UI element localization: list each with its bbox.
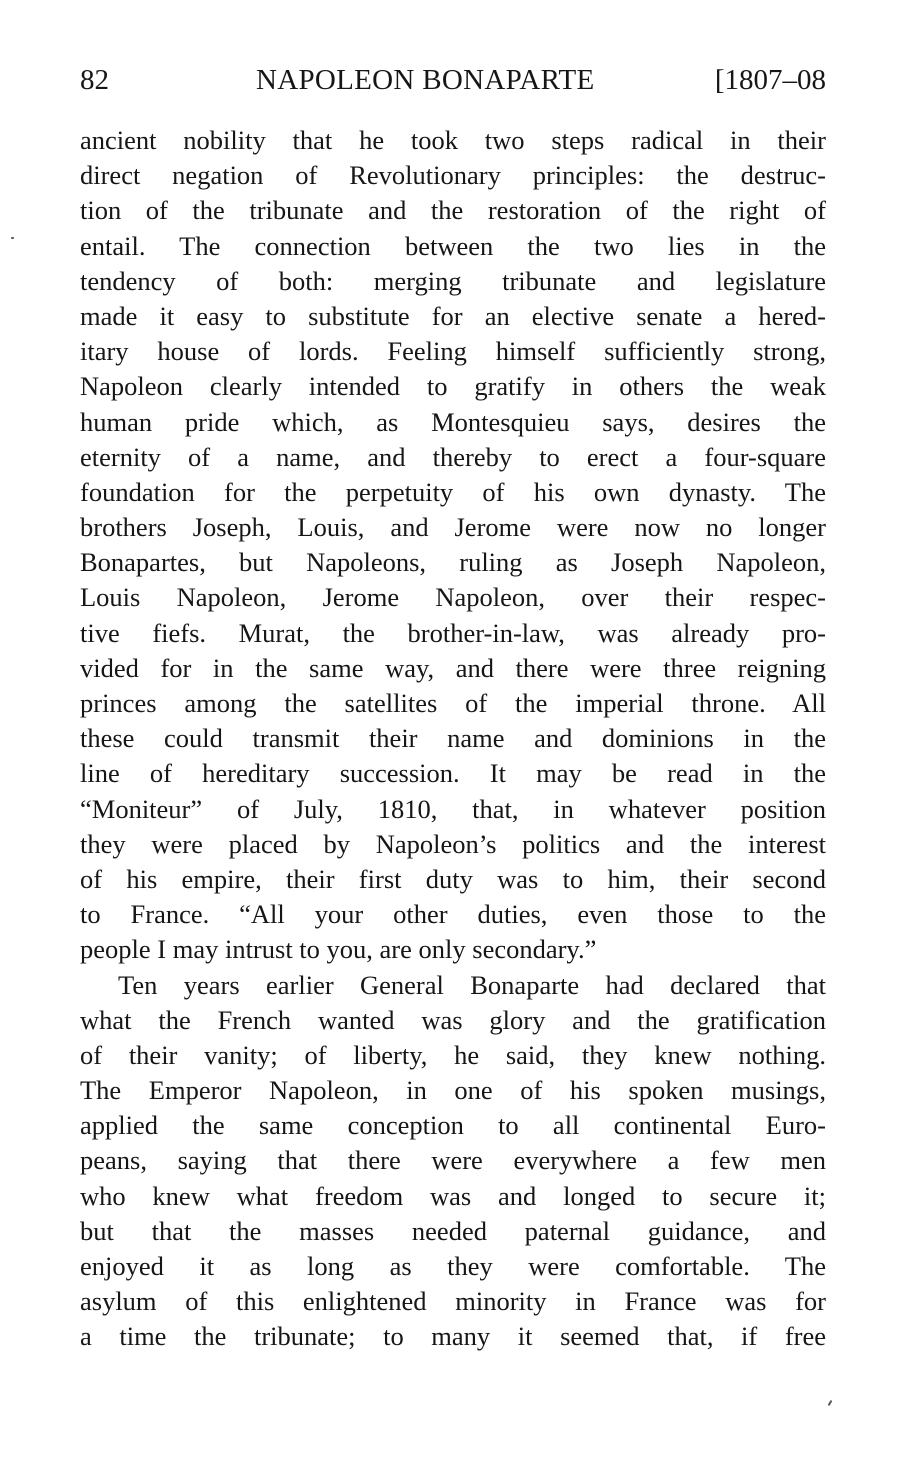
text-line: eternity of a name, and thereby to erect a four-square bbox=[80, 441, 826, 472]
text-line: human pride which, as Montesquieu says, desires the bbox=[80, 406, 826, 437]
text-line: entail. The connection between the two lies in the bbox=[80, 230, 826, 261]
text-line: they were placed by Napoleon’s politics and the interest bbox=[80, 828, 826, 859]
page-number: 82 bbox=[80, 64, 109, 96]
book-title: NAPOLEON BONAPARTE bbox=[256, 64, 595, 96]
text-line: who knew what freedom was and longed to secure it; bbox=[80, 1180, 826, 1211]
text-line: brothers Joseph, Louis, and Jerome were now no longer bbox=[80, 512, 826, 543]
text-line: Napoleon clearly intended to gratify in others the weak bbox=[80, 371, 826, 402]
text-line: enjoyed it as long as they were comfortable. The bbox=[80, 1251, 826, 1281]
text-line: line of hereditary succession. It may be read in the bbox=[80, 758, 826, 789]
text-line: tive fiefs. Murat, the brother-in-law, was already pro- bbox=[80, 617, 826, 648]
text-line: The Emperor Napoleon, in one of his spoken musings, bbox=[80, 1075, 826, 1106]
text-line: of their vanity; of liberty, he said, they knew nothing. bbox=[80, 1039, 826, 1070]
text-line: of his empire, their first duty was to him, their second bbox=[80, 863, 826, 894]
text-line: tion of the tribunate and the restoration of the right of bbox=[80, 195, 826, 226]
text-line: tendency of both: merging tribunate and legislature bbox=[80, 265, 826, 296]
text-line: Louis Napoleon, Jerome Napoleon, over their respec- bbox=[80, 582, 826, 613]
text-line: asylum of this enlightened minority in France was for bbox=[80, 1286, 826, 1317]
text-line: foundation for the perpetuity of his own dynasty. The bbox=[80, 476, 826, 507]
text-line: but that the masses needed paternal guidance, and bbox=[80, 1215, 826, 1246]
scan-speck bbox=[828, 1400, 833, 1406]
text-line: to France. “All your other duties, even those to the bbox=[80, 899, 826, 930]
text-line: direct negation of Revolutionary principles: the destruc- bbox=[80, 160, 826, 191]
text-line: applied the same conception to all continental Euro- bbox=[80, 1110, 826, 1141]
text-line: vided for in the same way, and there were three reigning bbox=[80, 652, 826, 683]
text-line: itary house of lords. Feeling himself sufficiently strong, bbox=[80, 336, 826, 367]
text-line: a time the tribunate; to many it seemed that, if free bbox=[80, 1321, 826, 1352]
text-line: made it easy to substitute for an elective senate a hered- bbox=[80, 300, 826, 331]
text-line: Bonapartes, but Napoleons, ruling as Joseph Napoleon, bbox=[80, 547, 826, 578]
scan-speck bbox=[11, 237, 14, 239]
body-text bbox=[80, 123, 826, 1355]
text-line: ancient nobility that he took two steps radical in their bbox=[80, 125, 826, 155]
running-head bbox=[80, 60, 826, 100]
text-line: “Moniteur” of July, 1810, that, in whatever position bbox=[80, 793, 826, 824]
text-line: what the French wanted was glory and the gratification bbox=[80, 1004, 826, 1035]
text-line: Ten years earlier General Bonaparte had declared that bbox=[118, 969, 826, 1000]
text-line: princes among the satellites of the imperial throne. All bbox=[80, 688, 826, 718]
text-line: peans, saying that there were everywhere a few men bbox=[80, 1145, 826, 1176]
date-range: [1807–08 bbox=[714, 64, 826, 96]
text-line: people I may intrust to you, are only secondary.” bbox=[80, 934, 597, 965]
text-line: these could transmit their name and dominions in the bbox=[80, 723, 826, 754]
